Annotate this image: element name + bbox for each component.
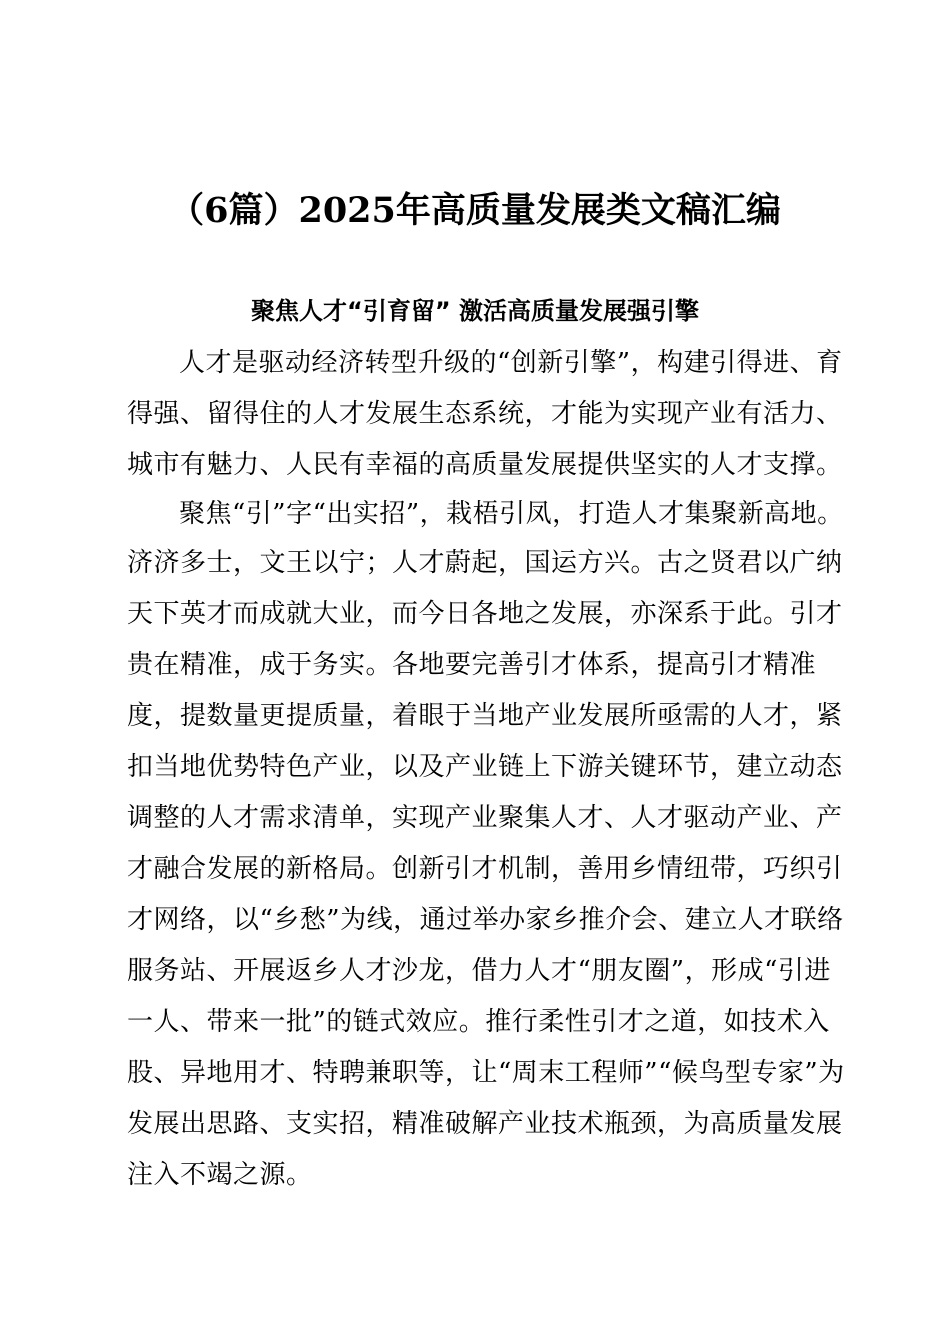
- paragraph-body: 济济多士，文王以宁；人才蔚起，国运方兴。古之贤君以广纳天下英才而成就大业，而今日各地之发展，亦深系于此。引才贵在精准，成于务实。各地要完善引才体系，提高引才精准度，提数量更提质量，着眼于当地产业发展所亟需的人才，紧扣当地优势特色产业，以及产业链上下游关键环节，建立动态调整的人才需求清单，实现产业聚集人才、人才驱动产业、产才融合发展的新格局。创新引才机制，善用乡情纽带，巧织引才网络，以“乡愁”为线，通过举办家乡推介会、建立人才联络服务站、开展返乡人才沙龙，借力人才“朋友圈”，形成“引进一人、带来一批”的链式效应。推行柔性引才之道，如技术入股、异地用才、特聘兼职等，让“周末工程师”“候鸟型专家”为发展出思路、支实招，精准破解产业技术瓶颈，为高质量发展注入不竭之源。: [127, 548, 845, 1190]
- paragraph-subheading: 聚焦“引”字“出实招”，栽梧引凤，打造人才集聚新高地。: [179, 499, 844, 529]
- document-title: （6篇）2025年高质量发展类文稿汇编: [169, 190, 781, 231]
- paragraph-intro: 人才是驱动经济转型升级的“创新引擎”，构建引得进、育得强、留得住的人才发展生态系统，才能为实现产业有活力、城市有魅力、人民有幸福的高质量发展提供坚实的人才支撑。: [127, 348, 843, 480]
- section-title: 聚焦人才“引育留” 激活高质量发展强引擎: [251, 297, 699, 325]
